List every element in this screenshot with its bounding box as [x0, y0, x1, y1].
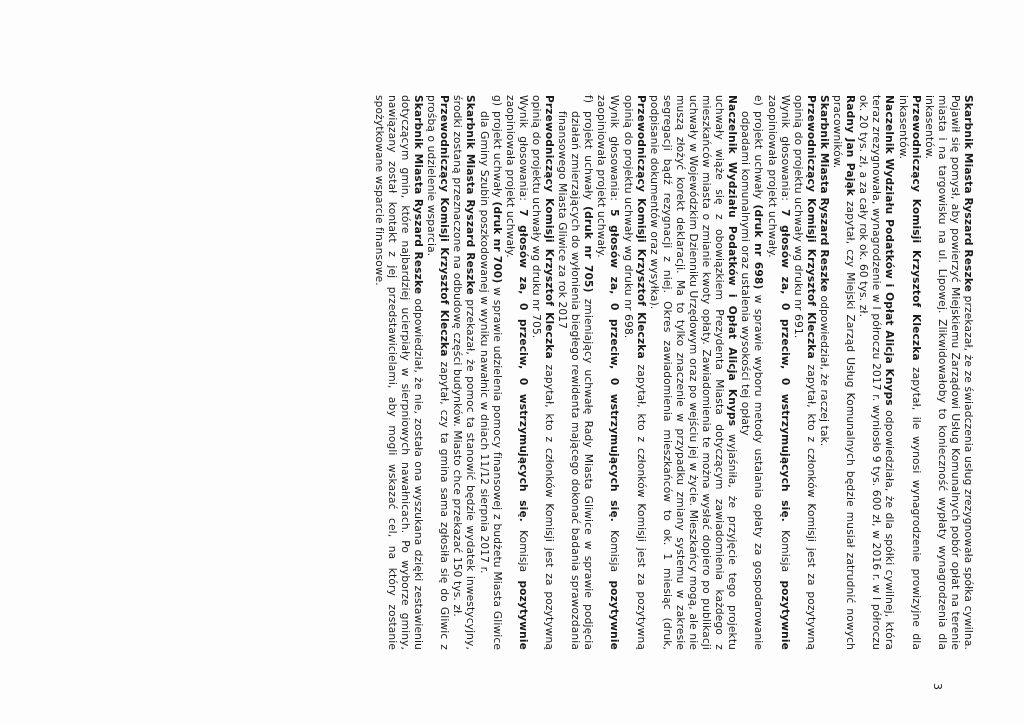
agenda-item-marker: f): [582, 95, 595, 104]
paragraph: Wynik głosowania: 7 głosów za, 0 przeciw, 0 wstrzymujących się. Komisja pozytywnie zaopiniowała projekt uchwały.: [765, 95, 791, 650]
paragraph: Naczelnik Wydziału Podatków i Opłat Alicja Knyps wyjaśniła, że przyjęcie tego projektu uchwały wiąże się z obowiązkiem Prezydenta Miasta dotyczącym zawiadomienia każdego z mieszkańców miasta o zmianie kwoty opłaty. Zawiadomienia te można wysłać dopiero po publikacji uchwały w Wojewódzkim Dzienniku Urzędowym oraz po wejściu jej w życie. Mieszkańcy mogą, ale nie muszą złożyć korekt deklaracji. Ma to tylko znaczenie w przypadku zmiany systemu w zakresie segregacji bądź rezygnacji z niej. Okres zawiadomienia mieszkańców to ok. 1 miesiąc (druk, podpisanie dokumentów oraz wysyłka).: [647, 95, 739, 650]
agenda-list: [738, 95, 764, 650]
agenda-item-text: projekt uchwały (druk nr 705) zmieniający uchwałę Rady Miasta Gliwice w sprawie podjęcia działań zmierzających do wyłonienia biegłego rewidenta mającego dokonać badania sprawozdania finansowego Miasta Gliwice za rok 2017: [556, 111, 595, 650]
agenda-item-marker: e): [752, 95, 765, 106]
paragraph: Przewodniczący Komisji Krzysztof Kleczka zapytał, czy ta gmina sama zgłosiła się do Gliwic z prośbą o udzielenie wsparcia.: [425, 95, 451, 650]
page-content: [372, 95, 974, 650]
paragraph: Przewodniczący Komisji Krzysztof Kleczka zapytał, kto z członków Komisji jest za pozytywną opinią do projektu uchwały wg druku nr 691.: [791, 95, 817, 651]
agenda-item-text: projekt uchwały (druk nr 700) w sprawie udzielenia pomocy finansowej z budżetu Miasta Gliwice dla Gminy Szubin poszkodowanej w wyniku nawałnic w dniach 11/12 sierpnia 2017 r.: [477, 111, 503, 650]
agenda-list: [476, 95, 502, 650]
paragraph: Wynik głosowania: 5 głosów za, 0 przeciw, 0 wstrzymujących się. Komisja pozytywnie zaopiniowała projekt uchwały.: [595, 95, 621, 650]
paragraph: Przewodniczący Komisji Krzysztof Kleczka zapytał, kto z członków Komisji jest za pozytywną opinią do projektu uchwały wg druku nr 705.: [529, 95, 555, 651]
paragraph: Przewodniczący Komisji Krzysztof Kleczka zapytał, kto z członków Komisji jest za pozytywną opinią do projektu uchwały wg druku nr 698.: [621, 95, 647, 651]
paragraph: Skarbnik Miasta Ryszard Reszke przekazał, że ze świadczenia usług zrezygnowała spółka cywilna. Pojawił się pomysł, aby powierzyć Miejskiemu Zarządowi Usług Komunalnych pobór opłat na terenie miasta i na targowisku na ul. Lipowej. Zlikwidowałoby to konieczność wypłaty wynagrodzenia dla inkasentów.: [922, 95, 974, 650]
agenda-item: [738, 95, 764, 650]
agenda-list: [555, 95, 594, 650]
paragraph: Radny Jan Pająk zapytał, czy Miejski Zarząd Usług Komunalnych będzie musiał zatrudnić nowych pracowników.: [831, 95, 857, 650]
agenda-item-marker: g): [490, 95, 503, 107]
paragraph: Skarbnik Miasta Ryszard Reszke odpowiedział, że raczej tak.: [817, 95, 830, 447]
agenda-item-text: projekt uchwały (druk nr 698) w sprawie wyboru metody ustalania opłaty za gospodarowanie odpadami komunalnymi oraz ustalenia wysokości tej opłaty: [739, 111, 765, 650]
paragraph: Naczelnik Wydziału Podatków i Opłat Alicja Knyps odpowiedziała, że dla spółki cywilnej, która teraz zrezygnowała, wynagrodzenie w I półroczu 2017 r. wyniosło 9 tys. 600 zł, w 2016 r. w I półroczu ok. 20 tys. zł, a za cały rok ok. 60 tys. zł.: [857, 95, 896, 650]
paragraph: Skarbnik Miasta Ryszard Reszke odpowiedział, że nie, została ona wyszukana dzięki zestawieniu dotyczącym gmin, które najbardziej ucierpiały w sierpniowych nawałnicach. Po wyborze gminy, nawiązany został kontakt z jej przedstawicielami, aby mogli wskazać cel, na który zostanie spożytkowane wsparcie finansowe.: [372, 95, 425, 651]
agenda-item: [476, 95, 502, 650]
paragraph: Skarbnik Miasta Ryszard Reszke przekazał, że pomoc ta stanowić będzie wydatek inwestycyjny, środki zostaną przeznaczone na odbudowę części budynków. Miasto chce przekazać 150 tys. zł.: [451, 95, 477, 650]
paragraph: Przewodniczący Komisji Krzysztof Kleczka zapytał, ile wynosi wynagrodzenie prowizyjne dla inkasentów.: [896, 95, 922, 650]
paragraph: Wynik głosowania: 7 głosów za, 0 przeciw, 0 wstrzymujących się. Komisja pozytywnie zaopiniowała projekt uchwały.: [503, 95, 529, 650]
page-number: 3: [931, 683, 944, 691]
agenda-item: [555, 95, 594, 650]
